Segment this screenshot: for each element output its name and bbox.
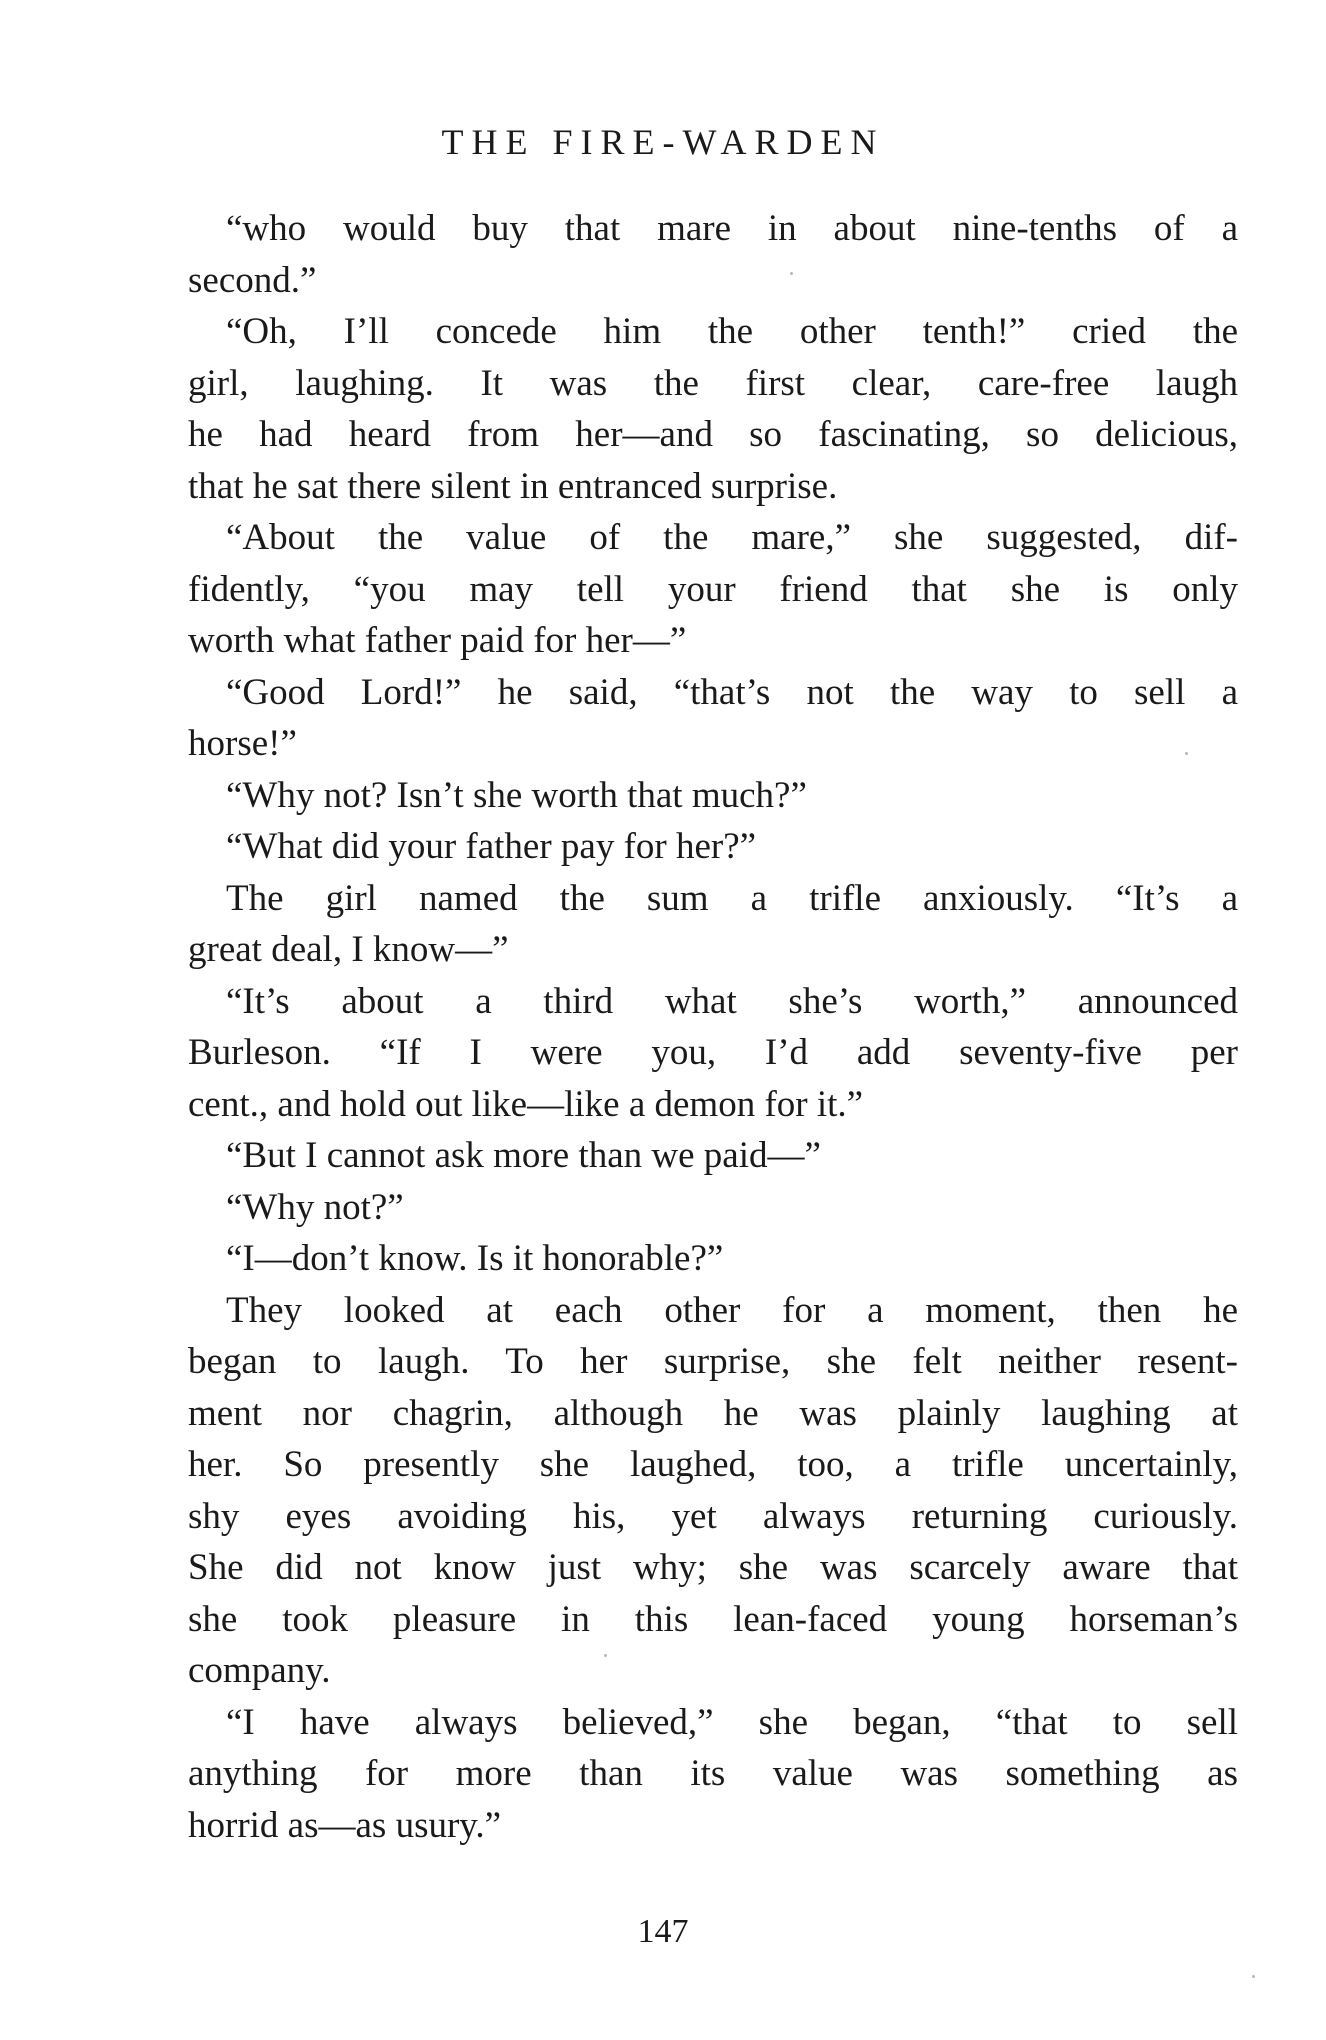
- paper-speck: [604, 1654, 607, 1657]
- text-line: Burleson. “If I were you, I’d add seventy-five per: [188, 1032, 1238, 1073]
- text-line: that he sat there silent in entranced surprise.: [188, 465, 838, 507]
- text-line: shy eyes avoiding his, yet always returning curiously.: [188, 1495, 1238, 1537]
- text-line: girl, laughing. It was the first clear, care-free laugh: [188, 362, 1238, 404]
- text-line: “But I cannot ask more than we paid—”: [226, 1135, 821, 1176]
- running-head: THE FIRE-WARDEN: [441, 122, 885, 162]
- text-line: “It’s about a third what she’s worth,” announced: [226, 980, 1238, 1022]
- text-line: “Why not? Isn’t she worth that much?”: [226, 774, 807, 816]
- text-line: They looked at each other for a moment, then he: [226, 1289, 1238, 1331]
- text-line: “Oh, I’ll concede him the other tenth!” cried the: [226, 311, 1238, 352]
- text-line: anything for more than its value was something as: [188, 1753, 1238, 1794]
- body-text: [188, 203, 1238, 1851]
- text-line: “I—don’t know. Is it honorable?”: [226, 1238, 724, 1279]
- text-line: The girl named the sum a trifle anxiously. “It’s a: [226, 877, 1238, 919]
- text-line: he had heard from her—and so fascinating, so delicious,: [188, 414, 1238, 455]
- text-line: “What did your father pay for her?”: [226, 826, 757, 867]
- text-line: horrid as—as usury.”: [188, 1804, 502, 1846]
- paper-speck: [1252, 1975, 1255, 1978]
- text-line: began to laugh. To her surprise, she felt neither resent-: [188, 1341, 1238, 1382]
- text-line: “I have always believed,” she began, “that to sell: [226, 1701, 1238, 1743]
- text-line: “Why not?”: [226, 1186, 404, 1228]
- text-line: worth what father paid for her—”: [188, 620, 687, 661]
- page-number: 147: [637, 1913, 689, 1950]
- paper-speck: [1185, 752, 1188, 755]
- text-line: second.”: [188, 259, 317, 301]
- text-line: company.: [188, 1650, 331, 1691]
- text-line: “About the value of the mare,” she suggested, dif-: [226, 517, 1238, 558]
- text-line: She did not know just why; she was scarcely aware that: [188, 1547, 1238, 1588]
- text-line: she took pleasure in this lean-faced young horseman’s: [188, 1598, 1238, 1640]
- text-line: cent., and hold out like—like a demon for it.”: [188, 1083, 864, 1125]
- text-line: fidently, “you may tell your friend that she is only: [188, 568, 1238, 610]
- paper-speck: [790, 272, 793, 275]
- text-line: horse!”: [188, 723, 297, 764]
- text-line: ment nor chagrin, although he was plainly laughing at: [188, 1392, 1238, 1434]
- text-line: her. So presently she laughed, too, a trifle uncertainly,: [188, 1444, 1238, 1485]
- text-line: great deal, I know—”: [188, 929, 509, 970]
- text-line: “Good Lord!” he said, “that’s not the way to sell a: [226, 671, 1238, 713]
- text-line: “who would buy that mare in about nine-tenths of a: [226, 208, 1238, 249]
